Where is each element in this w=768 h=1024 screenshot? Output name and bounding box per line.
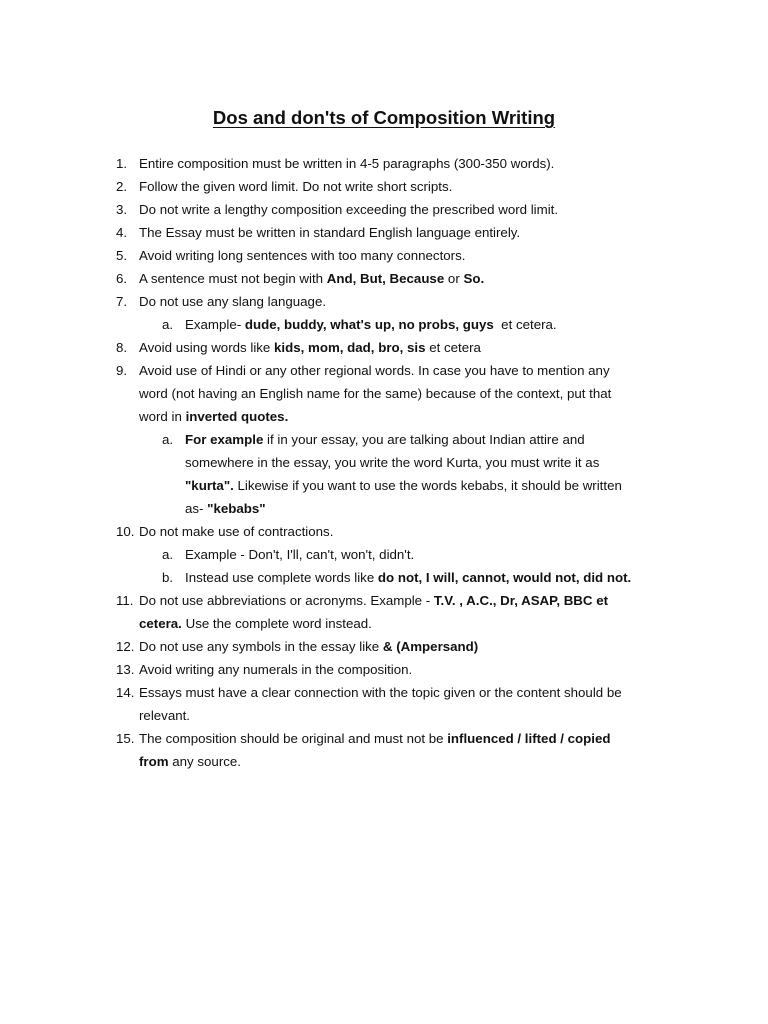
- list-item-5: [0, 244, 768, 267]
- item-text: The composition should be original and must not be influenced / lifted / copied: [139, 731, 611, 746]
- item-text: Essays must have a clear connection with the topic given or the content should be: [139, 685, 622, 700]
- list-item-7: [0, 290, 768, 313]
- item-number: 8.: [116, 340, 128, 355]
- item-number: 3.: [116, 202, 128, 217]
- list-item-9-continued: [0, 405, 768, 428]
- sub-item-7a: [0, 313, 768, 336]
- item-text: Do not use abbreviations or acronyms. Example - T.V. , A.C., Dr, ASAP, BBC et: [139, 593, 609, 608]
- item-text: Avoid use of Hindi or any other regional words. In case you have to mention any: [139, 363, 610, 378]
- sub-item-label: a.: [162, 317, 174, 332]
- item-text: cetera. Use the complete word instead.: [139, 616, 372, 631]
- item-text: Do not make use of contractions.: [139, 524, 334, 539]
- item-text: A sentence must not begin with And, But, Because or So.: [139, 271, 485, 286]
- bold-text: And, But, Because: [326, 271, 445, 286]
- item-number: 12.: [116, 639, 135, 654]
- bold-text: inverted quotes.: [185, 409, 289, 424]
- list-item-15-continued: [0, 750, 768, 773]
- bold-text: cetera.: [139, 616, 182, 631]
- list-item-15: [0, 727, 768, 750]
- list-item-12: [0, 635, 768, 658]
- item-text: word (not having an English name for the same) because of the context, put that: [139, 386, 612, 401]
- item-text: Do not use any slang language.: [139, 294, 327, 309]
- item-text: Do not write a lengthy composition exceeding the prescribed word limit.: [139, 202, 559, 217]
- list-item-1: [0, 152, 768, 175]
- sub-item-9a-continued: [0, 451, 768, 474]
- item-number: 14.: [116, 685, 135, 700]
- rules-list: [0, 152, 768, 773]
- sub-item-9a: [0, 428, 768, 451]
- list-item-14-continued: [0, 704, 768, 727]
- item-text: Entire composition must be written in 4-5 paragraphs (300-350 words).: [139, 156, 555, 171]
- list-item-4: [0, 221, 768, 244]
- bold-text: & (Ampersand): [382, 639, 479, 654]
- bold-text: For example: [185, 432, 264, 447]
- sub-item-text: "kurta". Likewise if you want to use the words kebabs, it should be written: [185, 478, 622, 493]
- item-text: word in inverted quotes.: [139, 409, 289, 424]
- item-number: 4.: [116, 225, 128, 240]
- bold-text: T.V. , A.C., Dr, ASAP, BBC et: [433, 593, 609, 608]
- bold-text: influenced / lifted / copied: [447, 731, 611, 746]
- page-title: Dos and don'ts of Composition Writing: [212, 107, 556, 128]
- sub-item-10a: [0, 543, 768, 566]
- sub-item-text: Example - Don't, I'll, can't, won't, didn't.: [185, 547, 415, 562]
- list-item-11: [0, 589, 768, 612]
- list-item-13: [0, 658, 768, 681]
- sub-item-text: Example- dude, buddy, what's up, no probs, guys et cetera.: [185, 317, 557, 332]
- sub-item-label: a.: [162, 547, 174, 562]
- item-text: Avoid writing any numerals in the composition.: [139, 662, 413, 677]
- sub-item-text: as- "kebabs": [185, 501, 266, 516]
- item-number: 6.: [116, 271, 128, 286]
- item-text: Follow the given word limit. Do not write short scripts.: [139, 179, 453, 194]
- item-number: 5.: [116, 248, 128, 263]
- bold-text: dude, buddy, what's up, no probs, guys: [244, 317, 494, 332]
- item-number: 9.: [116, 363, 128, 378]
- item-number: 7.: [116, 294, 128, 309]
- item-number: 10.: [116, 524, 135, 539]
- list-item-14: [0, 681, 768, 704]
- bold-text: "kurta".: [185, 478, 234, 493]
- list-item-9-continued: [0, 382, 768, 405]
- item-text: Do not use any symbols in the essay like & (Ampersand): [139, 639, 479, 654]
- bold-text: "kebabs": [207, 501, 266, 516]
- item-text: The Essay must be written in standard English language entirely.: [139, 225, 521, 240]
- sub-item-text: For example if in your essay, you are talking about Indian attire and: [185, 432, 585, 447]
- bold-text: So.: [463, 271, 485, 286]
- sub-item-10b: [0, 566, 768, 589]
- list-item-11-continued: [0, 612, 768, 635]
- list-item-9: [0, 359, 768, 382]
- list-item-6: [0, 267, 768, 290]
- item-number: 11.: [116, 593, 134, 608]
- item-number: 13.: [116, 662, 135, 677]
- sub-item-9a-continued: [0, 497, 768, 520]
- item-text: Avoid writing long sentences with too many connectors.: [139, 248, 466, 263]
- list-item-10: [0, 520, 768, 543]
- item-text: relevant.: [139, 708, 190, 723]
- sub-item-text: Instead use complete words like do not, I will, cannot, would not, did not.: [185, 570, 632, 585]
- list-item-3: [0, 198, 768, 221]
- bold-text: kids, mom, dad, bro, sis: [274, 340, 426, 355]
- list-item-8: [0, 336, 768, 359]
- bold-text: from: [139, 754, 169, 769]
- item-number: 15.: [116, 731, 135, 746]
- sub-item-9a-continued: [0, 474, 768, 497]
- bold-text: do not, I will, cannot, would not, did not.: [377, 570, 632, 585]
- sub-item-label: b.: [162, 570, 174, 585]
- item-text: Avoid using words like kids, mom, dad, bro, sis et cetera: [139, 340, 481, 355]
- item-text: from any source.: [139, 754, 241, 769]
- item-number: 1.: [116, 156, 128, 171]
- list-item-2: [0, 175, 768, 198]
- item-number: 2.: [116, 179, 128, 194]
- sub-item-text: somewhere in the essay, you write the word Kurta, you must write it as: [185, 455, 600, 470]
- sub-item-label: a.: [162, 432, 174, 447]
